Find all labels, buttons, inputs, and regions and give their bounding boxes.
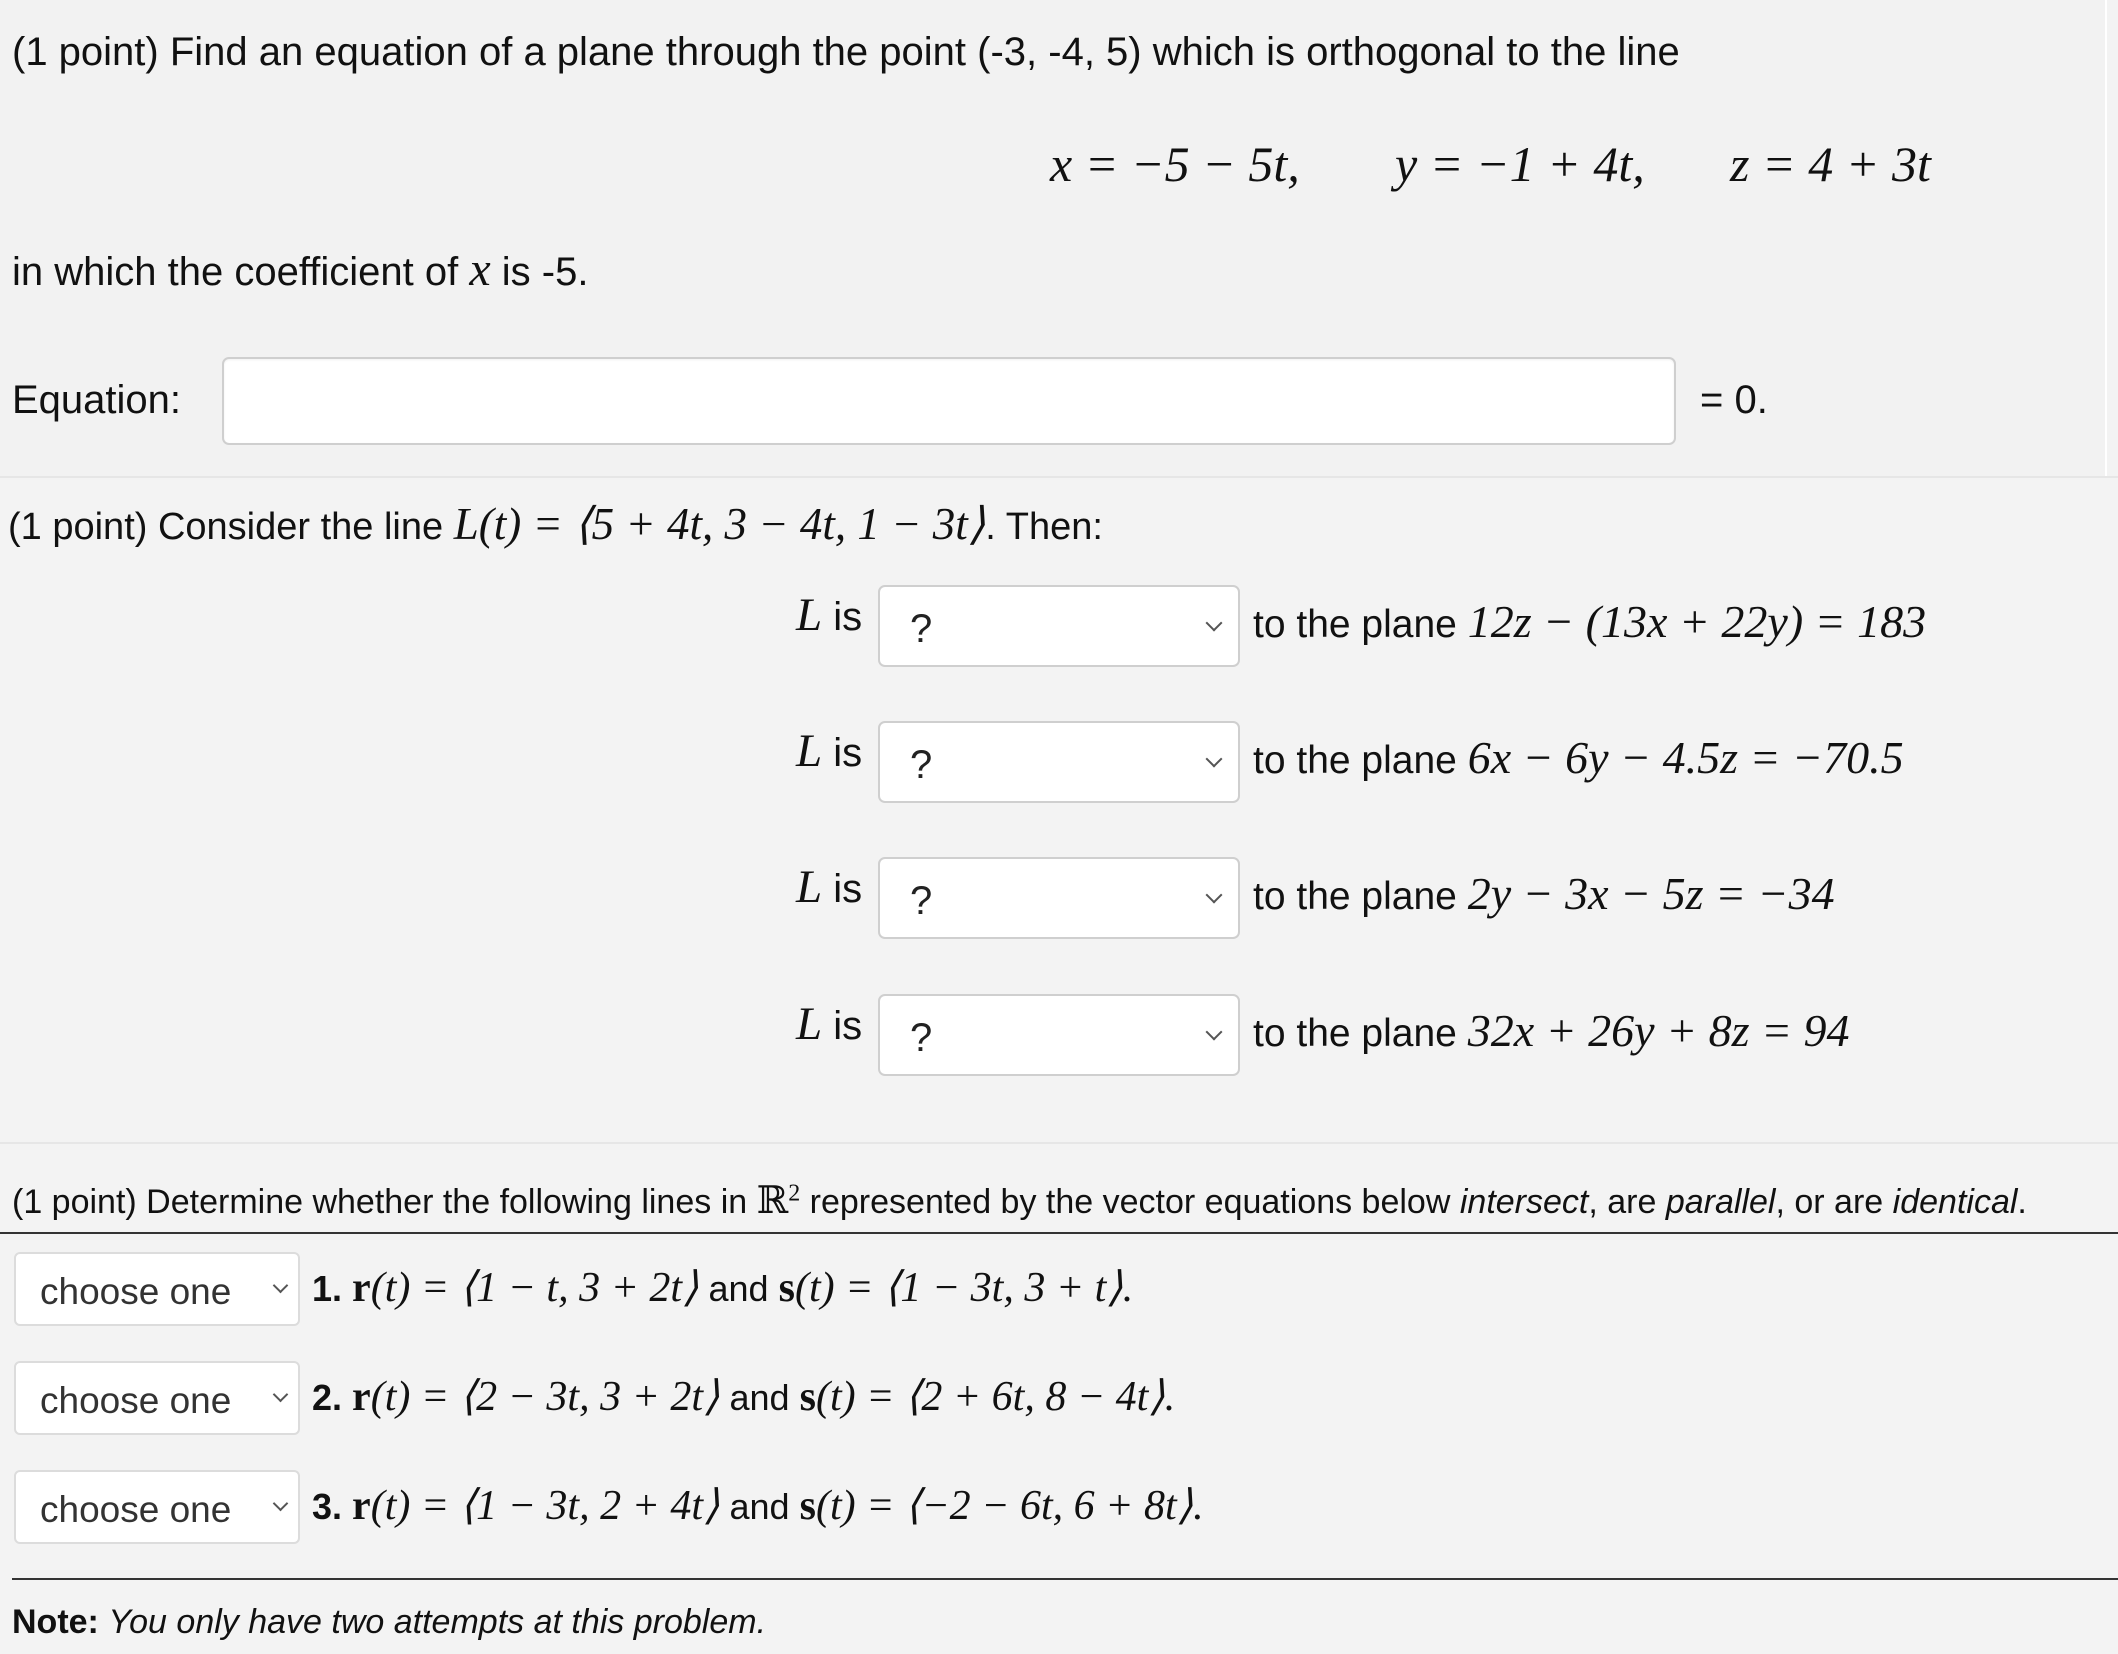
chevron-down-icon — [1206, 615, 1223, 632]
line-relation-select-3-value: choose one — [40, 1489, 232, 1530]
line-relation-select-3[interactable] — [14, 1470, 300, 1544]
relation-select-1[interactable] — [878, 585, 1240, 667]
item-1-s-equation: (t) = ⟨1 − 3t, 3 + t⟩. — [794, 1265, 1134, 1311]
plane-1 — [1253, 595, 1926, 648]
equation-label: Equation: — [12, 378, 182, 422]
row-2-is: is — [833, 731, 863, 775]
relation-select-4[interactable] — [878, 994, 1240, 1076]
row-4-L-is — [796, 997, 862, 1051]
row-2-L: L — [796, 725, 823, 777]
note — [12, 1603, 766, 1642]
line-x-equation: x = −5 − 5t, — [1050, 136, 1300, 192]
word-parallel: parallel — [1665, 1183, 1776, 1221]
row-2-L-is — [796, 724, 862, 778]
problem-3-intro-e: . — [2017, 1183, 2027, 1221]
problem-3-intro-b: represented by the vector equations below — [809, 1183, 1451, 1221]
chevron-down-icon — [1206, 751, 1223, 768]
item-1-number: 1. — [312, 1268, 343, 1309]
chevron-down-icon — [273, 1496, 289, 1512]
line-z-equation: z = 4 + 3t — [1730, 136, 1931, 192]
item-2-r: r — [352, 1374, 371, 1420]
section-divider — [0, 476, 2118, 478]
relation-select-3-value: ? — [910, 879, 933, 923]
row-4-is: is — [833, 1004, 863, 1048]
note-text: You only have two attempts at this problem. — [108, 1603, 767, 1641]
line-L-definition: L(t) = ⟨5 + 4t, 3 − 4t, 1 − 3t⟩ — [453, 499, 986, 549]
relation-select-1-value: ? — [910, 607, 933, 651]
row-3-L-is — [796, 860, 862, 914]
plane-3-prefix: to the plane — [1253, 875, 1457, 918]
problem-3-intro-a: (1 point) Determine whether the following lines in — [12, 1183, 748, 1221]
relation-select-2[interactable] — [878, 721, 1240, 803]
item-3-s-equation: (t) = ⟨−2 − 6t, 6 + 8t⟩. — [815, 1483, 1204, 1529]
condition-prefix: in which the coefficient of — [12, 250, 459, 294]
line-relation-select-2[interactable] — [14, 1361, 300, 1435]
problem-2-intro-prefix: (1 point) Consider the line — [8, 506, 444, 548]
item-2-r-equation: (t) = ⟨2 − 3t, 3 + 2t⟩ — [370, 1374, 720, 1420]
item-2-s: s — [799, 1374, 816, 1420]
coefficient-condition — [12, 242, 588, 297]
vector-pair-1 — [312, 1262, 1133, 1312]
equals-zero-label: = 0. — [1700, 378, 1768, 422]
plane-1-prefix: to the plane — [1253, 603, 1457, 646]
problem-1-prompt: (1 point) Find an equation of a plane through the point (-3, -4, 5) which is orthogonal to the line — [12, 30, 1680, 74]
item-2-and: and — [729, 1377, 790, 1418]
plane-4 — [1253, 1004, 1850, 1057]
chevron-down-icon — [1206, 887, 1223, 904]
reals-exponent: 2 — [788, 1180, 801, 1207]
chevron-down-icon — [273, 1278, 289, 1294]
row-1-is: is — [833, 595, 863, 639]
condition-variable: x — [469, 243, 491, 296]
plane-3 — [1253, 867, 1835, 920]
vector-pair-2 — [312, 1371, 1175, 1421]
relation-select-2-value: ? — [910, 743, 933, 787]
item-3-r-equation: (t) = ⟨1 − 3t, 2 + 4t⟩ — [370, 1483, 720, 1529]
line-relation-select-1[interactable] — [14, 1252, 300, 1326]
item-3-and: and — [729, 1486, 790, 1527]
section-divider — [12, 1578, 2118, 1580]
problem-3-intro-d: , or are — [1775, 1183, 1884, 1221]
plane-4-equation: 32x + 26y + 8z = 94 — [1467, 1005, 1850, 1056]
plane-4-prefix: to the plane — [1253, 1012, 1457, 1055]
problem-2-intro — [8, 497, 1103, 550]
plane-2 — [1253, 731, 1904, 784]
item-3-s: s — [799, 1483, 816, 1529]
row-1-L-is — [796, 588, 862, 642]
problem-3-intro — [12, 1178, 2027, 1222]
line-y-equation: y = −1 + 4t, — [1395, 136, 1645, 192]
condition-suffix: is -5. — [501, 250, 589, 294]
row-4-L: L — [796, 998, 823, 1050]
plane-1-equation: 12z − (13x + 22y) = 183 — [1467, 596, 1927, 647]
row-3-L: L — [796, 861, 823, 913]
word-identical: identical — [1892, 1183, 2018, 1221]
vector-pair-3 — [312, 1480, 1204, 1530]
section-divider — [0, 1232, 2118, 1234]
item-1-s: s — [778, 1265, 795, 1311]
reals-symbol: ℝ — [756, 1178, 789, 1222]
item-1-and: and — [708, 1268, 769, 1309]
item-2-number: 2. — [312, 1377, 343, 1418]
row-1-L: L — [796, 589, 823, 641]
item-3-number: 3. — [312, 1486, 343, 1527]
problem-3-intro-c: , are — [1588, 1183, 1657, 1221]
line-relation-select-2-value: choose one — [40, 1380, 232, 1421]
note-label: Note: — [12, 1603, 99, 1641]
row-3-is: is — [833, 867, 863, 911]
problem-2-intro-suffix: . Then: — [985, 506, 1103, 548]
section-divider — [0, 1142, 2118, 1144]
relation-select-3[interactable] — [878, 857, 1240, 939]
relation-select-4-value: ? — [910, 1016, 933, 1060]
plane-2-equation: 6x − 6y − 4.5z = −70.5 — [1467, 732, 1904, 783]
plane-2-prefix: to the plane — [1253, 739, 1457, 782]
equation-input[interactable] — [222, 357, 1676, 445]
chevron-down-icon — [1206, 1024, 1223, 1041]
chevron-down-icon — [273, 1387, 289, 1403]
word-intersect: intersect — [1459, 1183, 1589, 1221]
item-3-r: r — [352, 1483, 371, 1529]
item-2-s-equation: (t) = ⟨2 + 6t, 8 − 4t⟩. — [815, 1374, 1176, 1420]
item-1-r: r — [352, 1265, 371, 1311]
plane-3-equation: 2y − 3x − 5z = −34 — [1467, 868, 1835, 919]
line-relation-select-1-value: choose one — [40, 1271, 232, 1312]
item-1-r-equation: (t) = ⟨1 − t, 3 + 2t⟩ — [370, 1265, 699, 1311]
